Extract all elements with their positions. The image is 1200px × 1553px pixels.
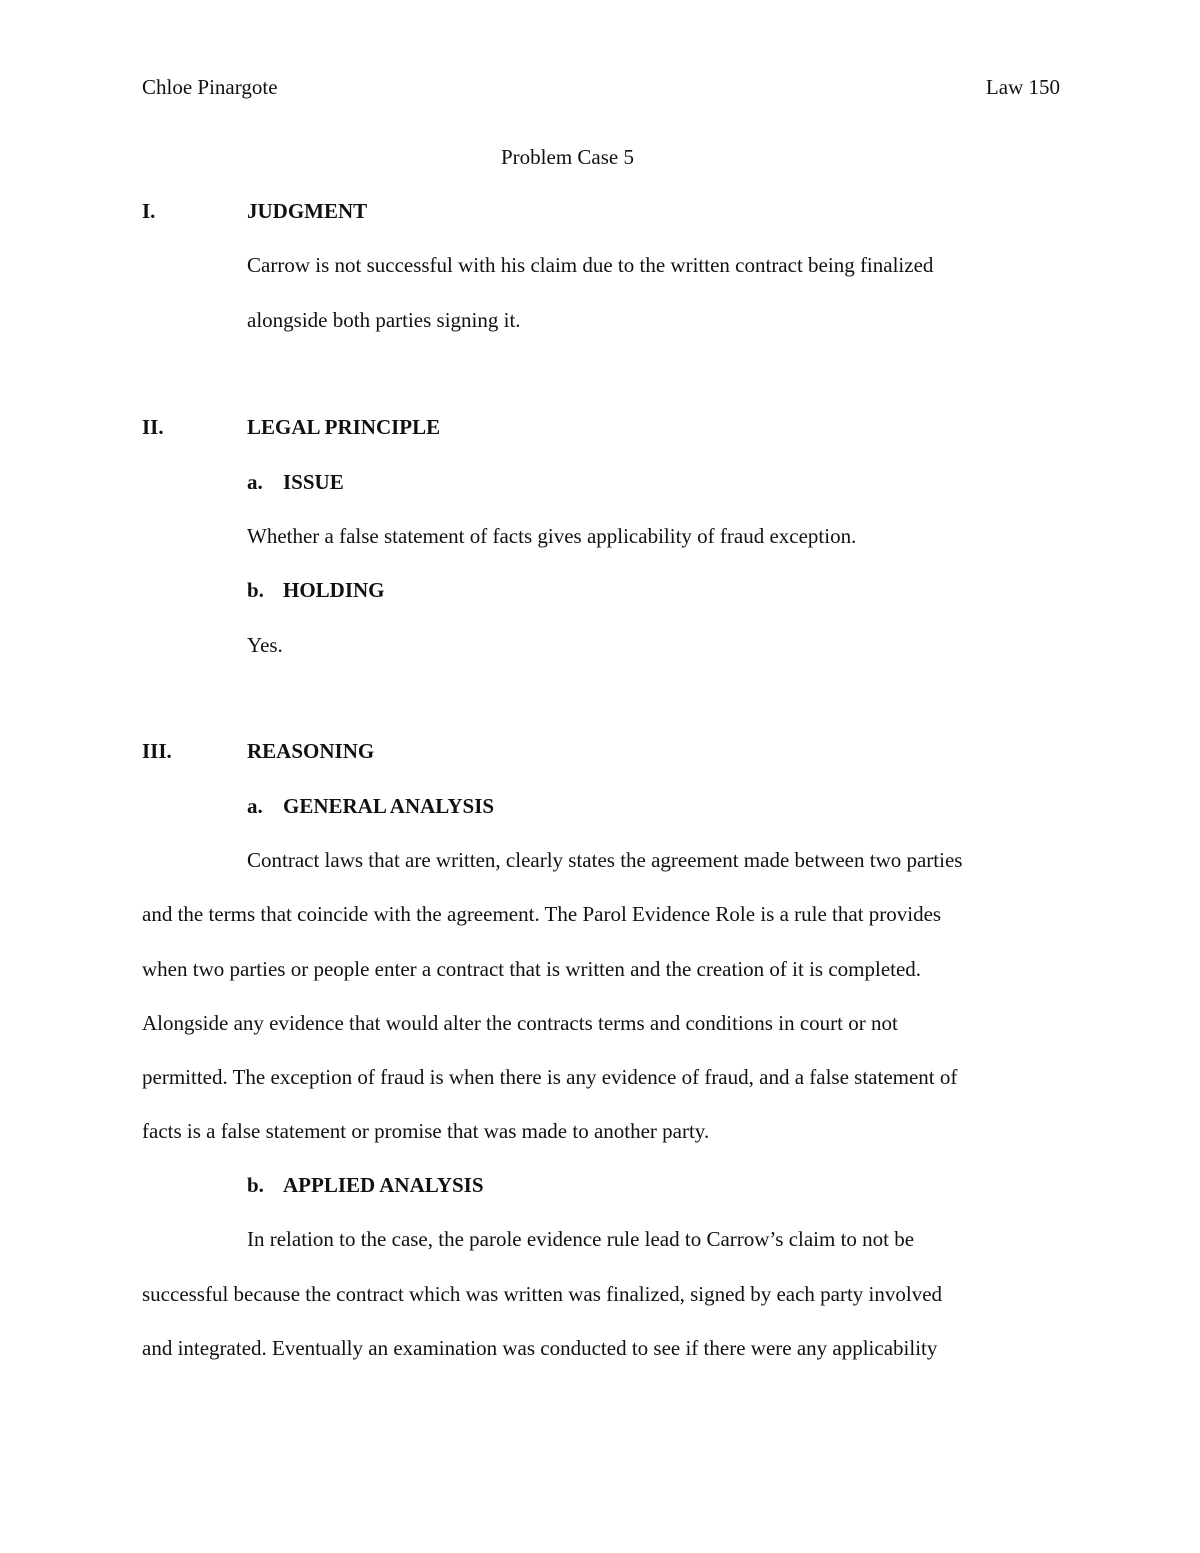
general-line-6: facts is a false statement or promise that was made to another party. bbox=[142, 1119, 710, 1143]
judgment-line-1: Carrow is not successful with his claim due to the written contract being finalized bbox=[247, 253, 934, 277]
subheading-issue-letter: a. bbox=[247, 470, 263, 494]
header-course: Law 150 bbox=[985, 75, 1060, 99]
subheading-applied-analysis bbox=[247, 1172, 484, 1198]
general-line-3: when two parties or people enter a contract that is written and the creation of it is completed. bbox=[142, 957, 922, 981]
subheading-holding-label: HOLDING bbox=[283, 578, 385, 602]
applied-line-1: In relation to the case, the parole evidence rule lead to Carrow’s claim to not be bbox=[247, 1227, 915, 1251]
judgment-line-2: alongside both parties signing it. bbox=[247, 308, 521, 332]
applied-line-3: and integrated. Eventually an examination was conducted to see if there were any applicability bbox=[142, 1336, 938, 1360]
general-line-5: permitted. The exception of fraud is when there is any evidence of fraud, and a false statement of bbox=[142, 1065, 958, 1089]
issue-text: Whether a false statement of facts gives applicability of fraud exception. bbox=[247, 524, 857, 548]
section-numeral-legal-principle: II. bbox=[142, 415, 164, 439]
subheading-applied-label: APPLIED ANALYSIS bbox=[283, 1173, 484, 1197]
section-heading-reasoning: REASONING bbox=[247, 739, 375, 763]
applied-line-2: successful because the contract which was written was finalized, signed by each party involved bbox=[142, 1282, 943, 1306]
subheading-general-label: GENERAL ANALYSIS bbox=[283, 794, 495, 818]
section-heading-legal-principle: LEGAL PRINCIPLE bbox=[247, 415, 441, 439]
section-numeral-reasoning: III. bbox=[142, 739, 172, 763]
general-line-4: Alongside any evidence that would alter the contracts terms and conditions in court or not bbox=[142, 1011, 898, 1035]
general-line-2: and the terms that coincide with the agreement. The Parol Evidence Role is a rule that provides bbox=[142, 902, 942, 926]
subheading-applied-letter: b. bbox=[247, 1173, 264, 1197]
general-line-1: Contract laws that are written, clearly states the agreement made between two parties bbox=[247, 848, 963, 872]
subheading-general-letter: a. bbox=[247, 794, 263, 818]
subheading-issue-label: ISSUE bbox=[283, 470, 344, 494]
holding-text: Yes. bbox=[247, 633, 283, 657]
subheading-holding bbox=[247, 577, 385, 603]
header-author: Chloe Pinargote bbox=[142, 75, 278, 99]
document-title: Problem Case 5 bbox=[501, 145, 634, 169]
subheading-general-analysis bbox=[247, 793, 494, 819]
subheading-holding-letter: b. bbox=[247, 578, 264, 602]
subheading-issue bbox=[247, 469, 344, 495]
section-heading-judgment: JUDGMENT bbox=[247, 199, 368, 223]
section-numeral-judgment: I. bbox=[142, 199, 156, 223]
